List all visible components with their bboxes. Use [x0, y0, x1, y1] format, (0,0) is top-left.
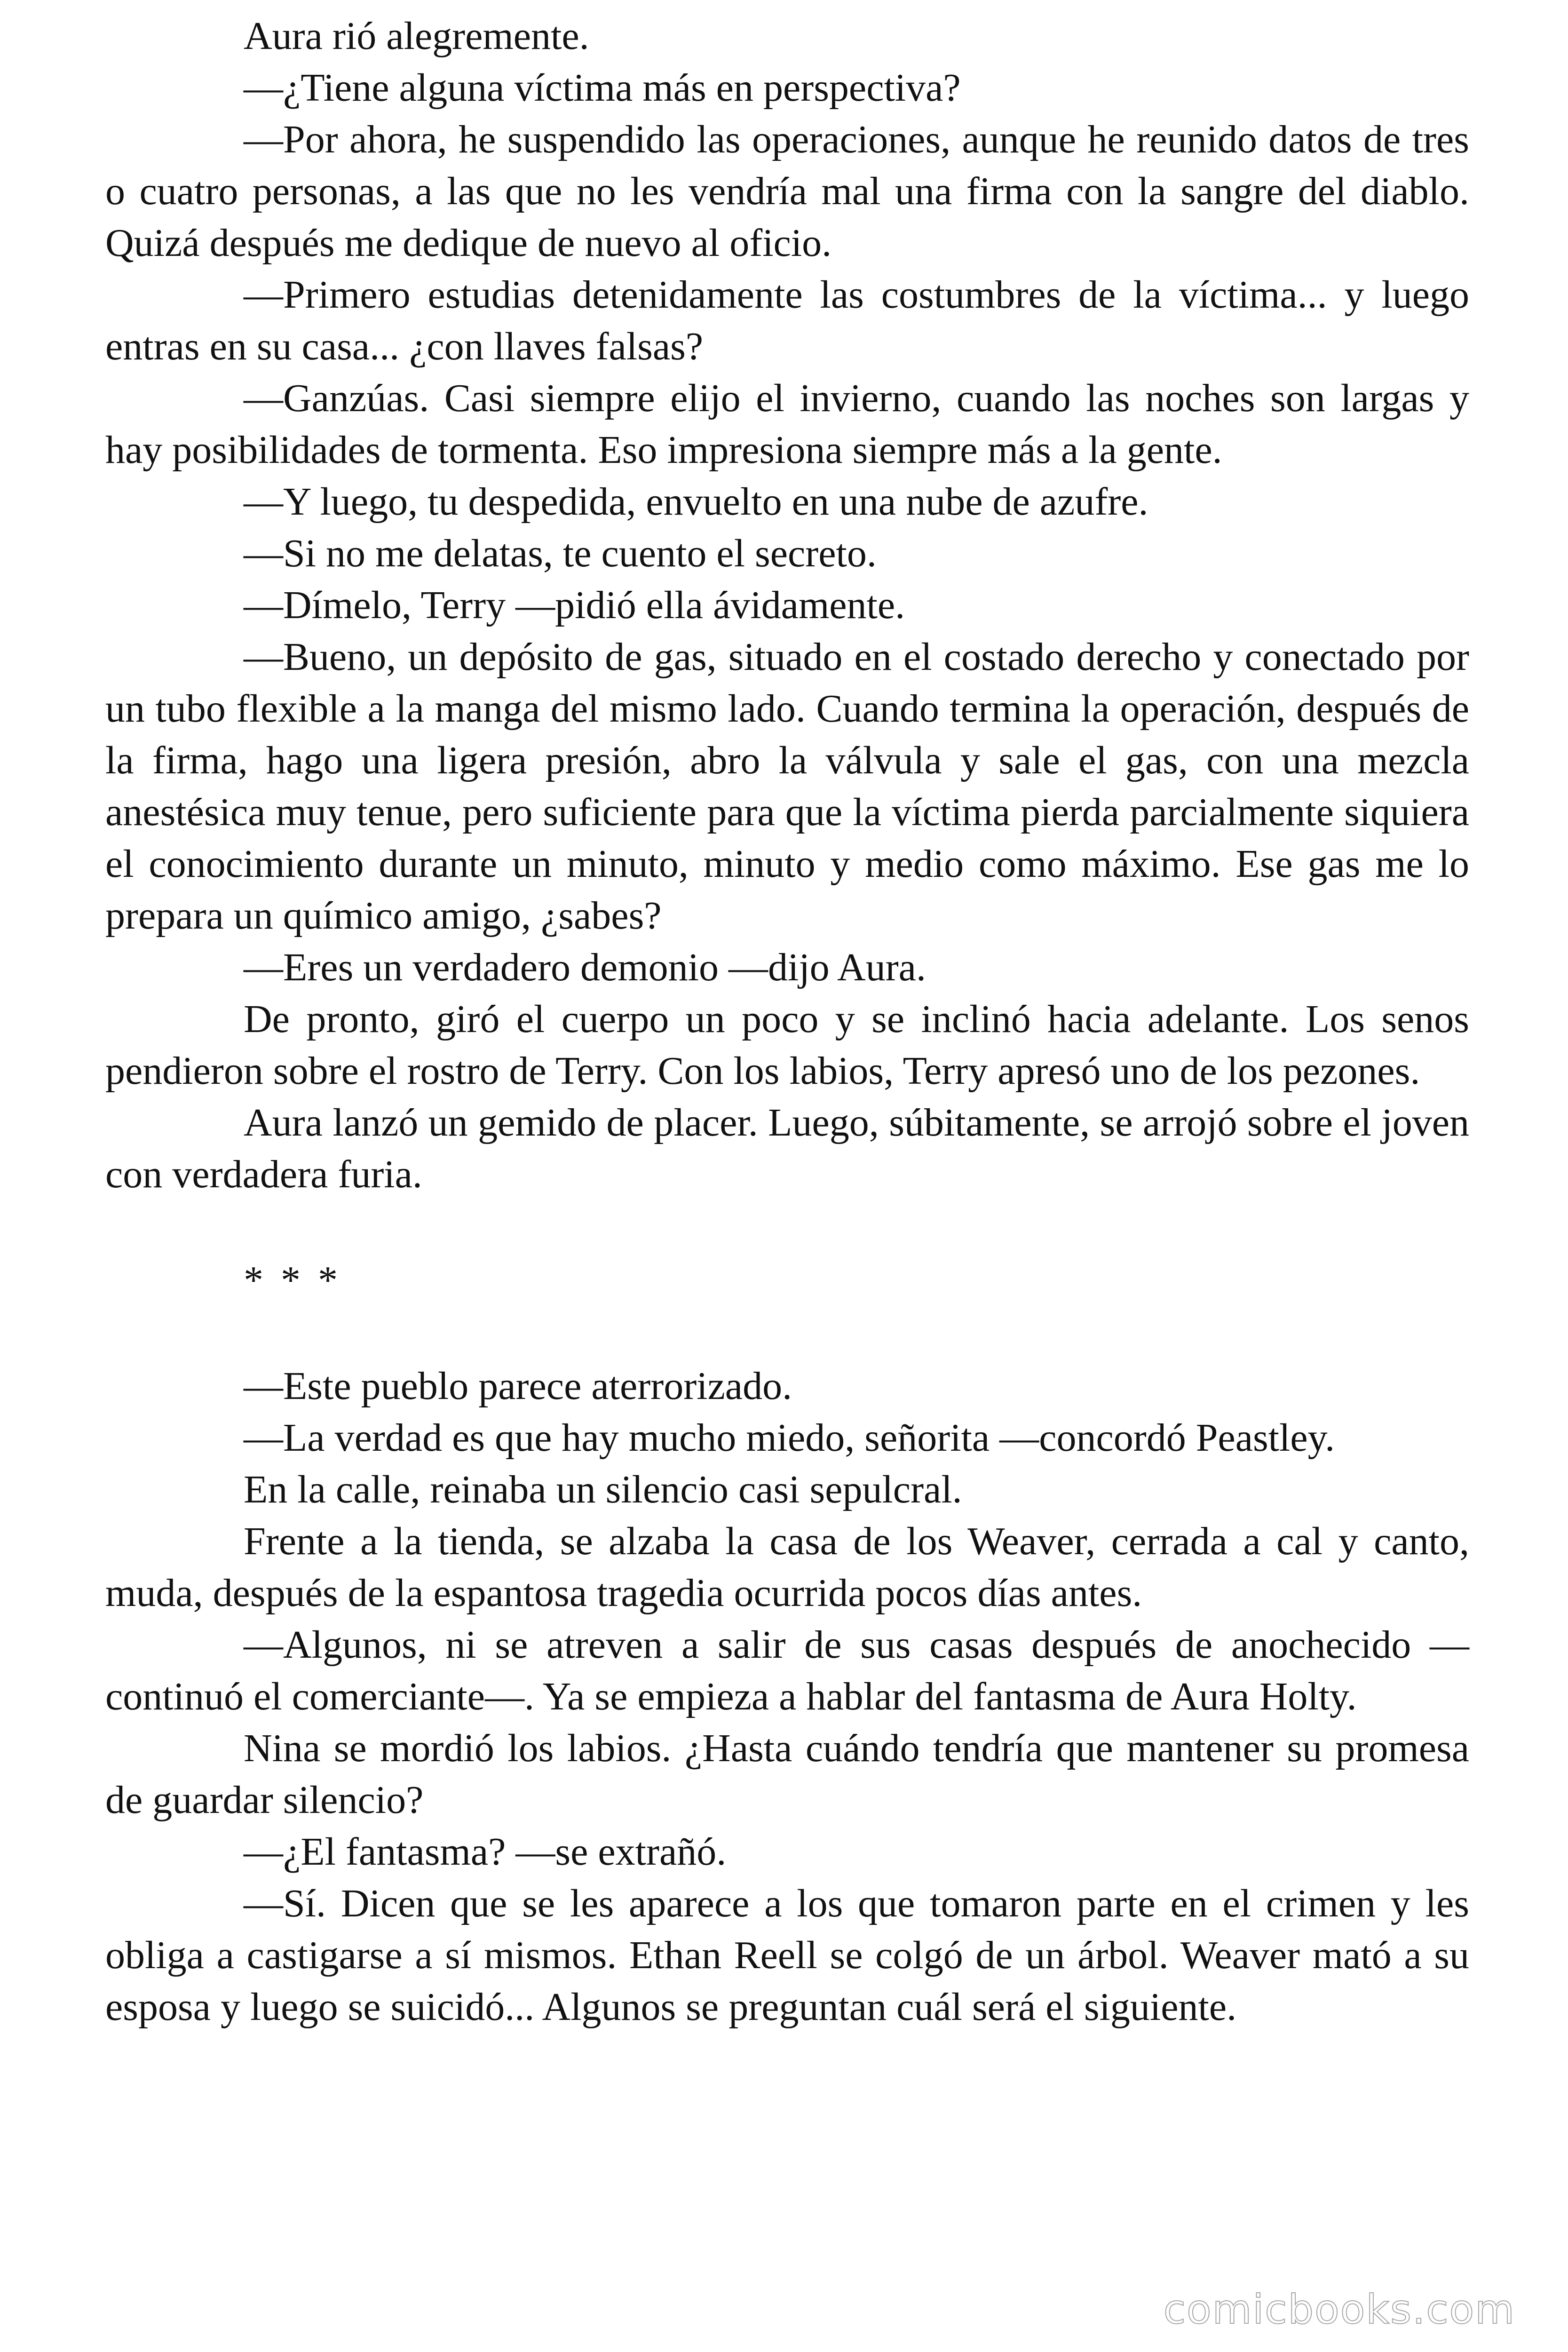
- paragraph: —Este pueblo parece aterrorizado.: [244, 1364, 792, 1408]
- paragraph: —Sí. Dicen que se les aparece a los que tomaron parte en el crimen y les obliga a castigarse a sí mismos. Ethan Reell se colgó de un árbol. Weaver mató a su esposa y luego se suicidó... Algunos se preguntan cuál será el siguiente.: [105, 1882, 1469, 2029]
- page-body: [105, 10, 1469, 2033]
- watermark: comicbooks.com: [1163, 2286, 1515, 2333]
- paragraph: —¿Tiene alguna víctima más en perspectiva?: [244, 66, 961, 110]
- paragraph: —Y luego, tu despedida, envuelto en una nube de azufre.: [244, 480, 1148, 524]
- paragraph: —Por ahora, he suspendido las operaciones, aunque he reunido datos de tres o cuatro personas, a las que no les vendría mal una firma con la sangre del diablo. Quizá después me dedique de nuevo al oficio.: [105, 118, 1469, 265]
- paragraph: En la calle, reinaba un silencio casi sepulcral.: [244, 1468, 962, 1511]
- paragraph: —Algunos, ni se atreven a salir de sus casas después de anochecido —continuó el comerciante—. Ya se empieza a hablar del fantasma de Aura Holty.: [105, 1623, 1469, 1718]
- paragraph: —Primero estudias detenidamente las costumbres de la víctima... y luego entras en su casa... ¿con llaves falsas?: [105, 273, 1469, 368]
- paragraph: Aura lanzó un gemido de placer. Luego, súbitamente, se arrojó sobre el joven con verdadera furia.: [105, 1101, 1469, 1196]
- paragraph: De pronto, giró el cuerpo un poco y se inclinó hacia adelante. Los senos pendieron sobre el rostro de Terry. Con los labios, Terry apresó uno de los pezones.: [105, 997, 1469, 1093]
- paragraph: —Dímelo, Terry —pidió ella ávidamente.: [244, 583, 905, 627]
- paragraph: —La verdad es que hay mucho miedo, señorita —concordó Peastley.: [244, 1416, 1335, 1460]
- paragraph: Frente a la tienda, se alzaba la casa de los Weaver, cerrada a cal y canto, muda, después de la espantosa tragedia ocurrida pocos días antes.: [105, 1519, 1469, 1615]
- scene-separator: * * *: [244, 1258, 341, 1302]
- paragraph: —Si no me delatas, te cuento el secreto.: [244, 532, 877, 575]
- paragraph: —¿El fantasma? —se extrañó.: [244, 1830, 727, 1874]
- paragraph: —Bueno, un depósito de gas, situado en el costado derecho y conectado por un tubo flexible a la manga del mismo lado. Cuando termina la operación, después de la firma, hago una ligera presión, abro la válvula y sale el gas, con una mezcla anestésica muy tenue, pero suficiente para que la víctima pierda parcialmente siquiera el conocimiento durante un minuto, minuto y medio como máximo. Ese gas me lo prepara un químico amigo, ¿sabes?: [105, 635, 1469, 938]
- paragraph: Nina se mordió los labios. ¿Hasta cuándo tendría que mantener su promesa de guardar silencio?: [105, 1726, 1469, 1822]
- paragraph: Aura rió alegremente.: [244, 14, 589, 58]
- paragraph: —Ganzúas. Casi siempre elijo el invierno, cuando las noches son largas y hay posibilidades de tormenta. Eso impresiona siempre más a la gente.: [105, 376, 1469, 472]
- paragraph: —Eres un verdadero demonio —dijo Aura.: [244, 946, 926, 989]
